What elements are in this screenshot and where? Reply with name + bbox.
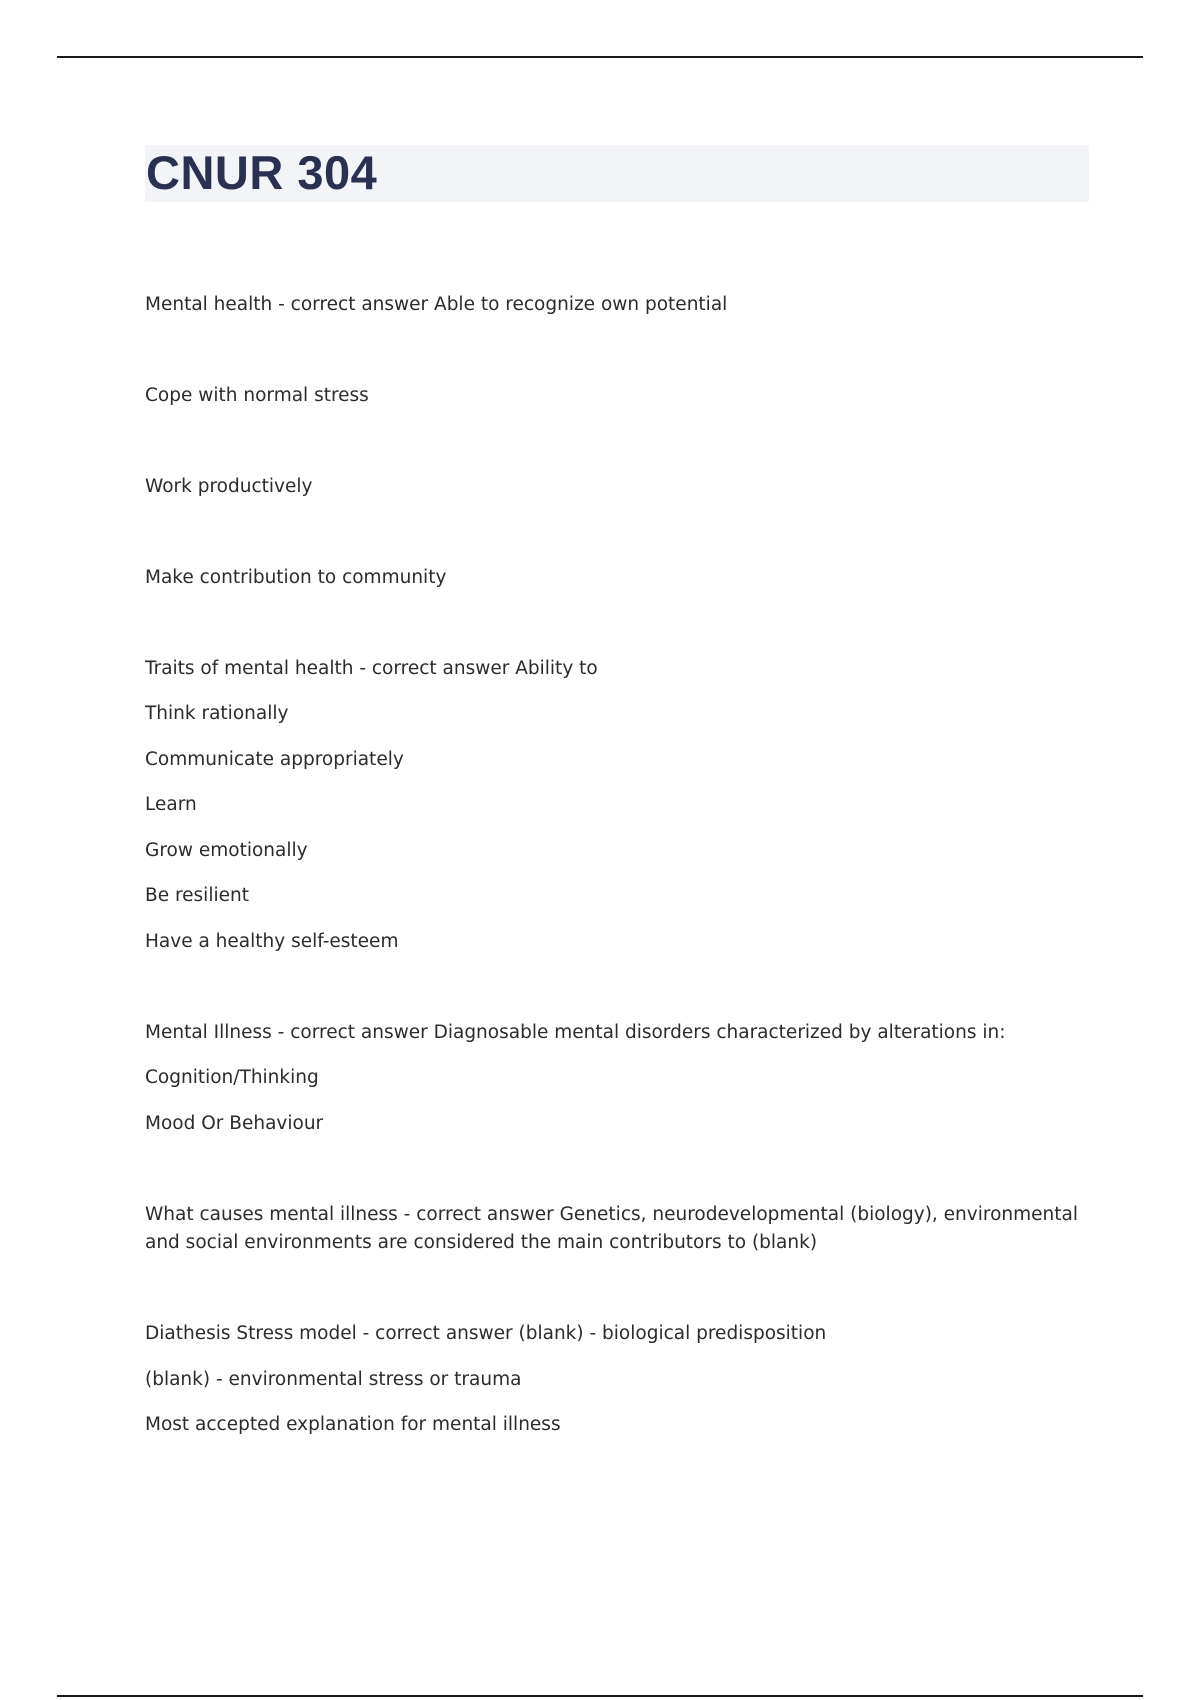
text-line: (blank) - environmental stress or trauma <box>145 1369 522 1390</box>
text-line: Communicate appropriately <box>145 749 404 770</box>
page-title: CNUR 304 <box>146 146 378 199</box>
text-line: Traits of mental health - correct answer Ability to <box>145 658 598 679</box>
top-rule <box>57 56 1143 58</box>
text-line: Think rationally <box>145 703 289 724</box>
text-line: Be resilient <box>145 885 249 906</box>
text-line: Mental health - correct answer Able to recognize own potential <box>145 294 728 315</box>
text-line: Most accepted explanation for mental illness <box>145 1414 561 1435</box>
text-line: Learn <box>145 794 197 815</box>
text-line: Grow emotionally <box>145 840 308 861</box>
text-line: Mental Illness - correct answer Diagnosable mental disorders characterized by alterations in: <box>145 1022 1006 1043</box>
text-line: Cognition/Thinking <box>145 1067 319 1088</box>
text-line: Cope with normal stress <box>145 385 369 406</box>
text-line: Mood Or Behaviour <box>145 1113 324 1134</box>
text-line: What causes mental illness - correct answer Genetics, neurodevelopmental (biology), environmental and social environments are considered the main contributors to (blank) <box>145 1204 1078 1253</box>
text-line: Make contribution to community <box>145 567 447 588</box>
text-line: Have a healthy self-esteem <box>145 931 399 952</box>
bottom-rule <box>57 1695 1143 1697</box>
text-line: Diathesis Stress model - correct answer (blank) - biological predisposition <box>145 1323 827 1344</box>
text-line: Work productively <box>145 476 313 497</box>
